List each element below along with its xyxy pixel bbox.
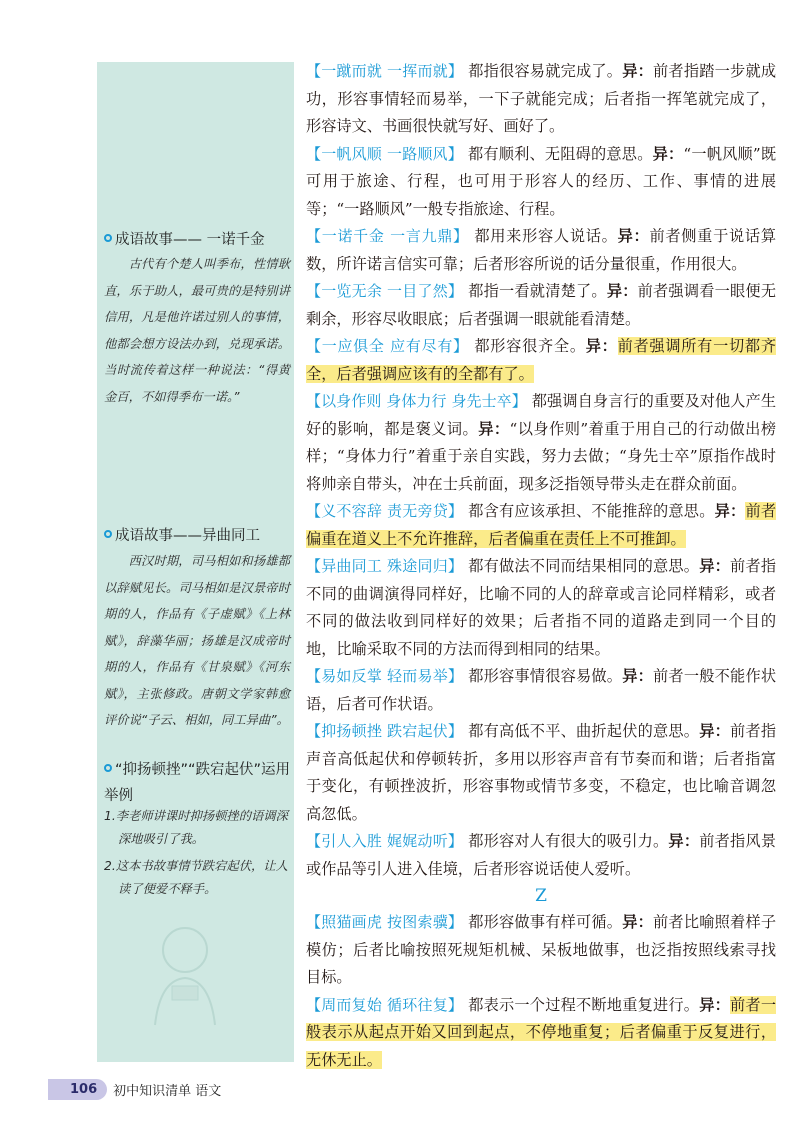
entry-term: 【周而复始 循环往复】 (306, 995, 464, 1014)
entry-term: 【照猫画虎 按图索骥】 (306, 913, 464, 931)
entry-diff-label: 异： (699, 722, 731, 740)
entry-common: 都指很容易就完成了。 (468, 62, 623, 80)
entry-term: 【一应俱全 应有尽有】 (306, 337, 469, 355)
entry (306, 498, 776, 553)
page-footer (48, 1077, 221, 1101)
usage-item: 1.李老师讲课时抑扬顿挫的语调深深地吸引了我。 (104, 809, 288, 846)
story1-heading (104, 227, 294, 253)
story1-heading-text: 成语故事—— 一诺千金 (115, 232, 265, 248)
entry-diff: “以身作则”着重于用自己的行动做出榜样；“身体力行”着重于亲自实践，努力去做；“身先士卒”原指作战时将帅亲自带头，冲在士兵前面，现多泛指领导带头走在群众前面。 (306, 419, 777, 493)
entry (306, 663, 776, 718)
story1-paragraph: 古代有个楚人叫季布，性情耿直，乐于助人，最可贵的是特别讲信用，凡是他许诺过别人的事情，他都会想方设法办到，兑现承诺。当时流传着这样一种说法：“得黄金百，不如得季布一诺。” (104, 257, 290, 404)
usage-heading (104, 757, 294, 809)
entry-diff: 前者强调看一眼便无剩余，形容尽收眼底；后者强调一眼就能看清楚。 (306, 282, 777, 328)
entry-diff: 前者指风景或作品等引人进入佳境，后者形容说话使人爱听。 (306, 832, 777, 878)
entry-common: 都形容做事有样可循。 (468, 913, 623, 931)
entry-diff: “一帆风顺”既可用于旅途、行程，也可用于形容人的经历、工作、事情的进展等；“一路顺风”一般专指旅途、行程。 (306, 144, 777, 218)
girl-illustration (140, 920, 230, 1030)
entry (306, 278, 776, 333)
entry-diff-label: 异： (699, 557, 731, 575)
entry-diff-highlight: 前者一般表示从起点开始又回到起点，不停地重复；后者偏重于反复进行，无休无止。 (306, 995, 777, 1069)
usage-list (104, 805, 290, 905)
entry-common: 都指一看就清楚了。 (468, 282, 607, 300)
entry-common: 都有高低不平、曲折起伏的意思。 (468, 722, 700, 740)
entry-diff-label: 异： (699, 995, 731, 1014)
story2-text (104, 548, 290, 734)
entry-term: 【一览无余 一目了然】 (306, 282, 464, 300)
entry-diff-label: 异： (622, 913, 654, 931)
entry-diff: 前者指踏一步就成功，形容事情轻而易举，一下子就能完成；后者指一挥笔就完成了，形容诗文、书画很快就写好、画好了。 (306, 62, 777, 135)
story2-heading-text: 成语故事——异曲同工 (115, 528, 260, 544)
entry-diff-label: 异： (617, 227, 650, 245)
entry-common: 都形容事情很容易做。 (468, 667, 623, 685)
entry-term: 【一蹴而就 一挥而就】 (306, 62, 464, 80)
entry (306, 828, 776, 883)
entry (306, 58, 776, 141)
entry-common: 都形容对人有很大的吸引力。 (468, 832, 669, 850)
entry-term: 【以身作则 身体力行 身先士卒】 (306, 392, 527, 410)
entry (306, 553, 776, 663)
entry-diff-label: 异： (585, 337, 618, 355)
entry-diff-label: 异： (606, 282, 638, 300)
bullet-icon (104, 234, 112, 242)
entry-common: 都用来形容人说话。 (474, 227, 618, 245)
entry-term: 【异曲同工 殊途同归】 (306, 557, 464, 575)
usage-heading-text: “抑扬顿挫”“跌宕起伏”运用举例 (104, 762, 291, 804)
entry (306, 388, 776, 498)
entry-term: 【一帆风顺 一路顺风】 (306, 144, 463, 163)
entry-diff: 前者指不同的曲调演得同样好，比喻不同的人的辞章或言论同样精彩，或者不同的做法收到同样好的效果；后者指不同的道路走到同一个目的地，比喻采取不同的方法而得到相同的结果。 (306, 557, 777, 658)
entry-diff-label: 异： (622, 667, 654, 685)
entry (306, 992, 776, 1075)
entry-common: 都有顺利、无阻碍的意思。 (467, 144, 653, 163)
entry (306, 333, 776, 388)
entry-diff: 前者一般不能作状语，后者可作状语。 (306, 667, 777, 713)
story2-heading (104, 523, 294, 549)
entry-common: 都强调自身言行的重要及对他人产生好的影响，都是褒义词。 (306, 392, 777, 438)
entry-diff-label: 异： (714, 502, 746, 520)
entry (306, 718, 776, 828)
entry-diff-highlight: 前者偏重在道义上不允许推辞，后者偏重在责任上不可推卸。 (306, 502, 777, 548)
entry-term: 【易如反掌 轻而易举】 (306, 667, 464, 685)
section-letter: Z (535, 886, 547, 906)
entry-diff: 前者指声音高低起伏和停顿转折，多用以形容声音有节奏而和谐；后者指富于变化，有顿挫波折，形容事物或情节多变，不稳定，也比喻音调忽高忽低。 (306, 722, 777, 823)
entry-common: 都表示一个过程不断地重复进行。 (468, 995, 700, 1014)
book-title: 初中知识清单 语文 (113, 1083, 222, 1099)
entry-common: 都形容很齐全。 (474, 337, 586, 355)
entry-diff: 前者比喻照着样子模仿；后者比喻按照死规矩机械、呆板地做事，也泛指按照线索寻找目标。 (306, 913, 777, 986)
entry-diff-label: 异： (652, 144, 684, 163)
entry (306, 141, 776, 224)
entry-term: 【抑扬顿挫 跌宕起伏】 (306, 722, 464, 740)
entry (306, 909, 776, 992)
entry-term: 【一诺千金 一言九鼎】 (306, 227, 469, 245)
entry (306, 223, 776, 278)
story1-text (104, 251, 290, 410)
entry-diff: 前者侧重于说话算数，所许诺言信实可靠；后者形容所说的话分量很重，作用很大。 (306, 227, 777, 273)
entry-diff-label: 异： (622, 62, 654, 80)
bullet-icon (104, 764, 112, 772)
entry-term: 【义不容辞 责无旁贷】 (306, 502, 464, 520)
main-column (306, 58, 776, 1074)
entry-term: 【引人入胜 娓娓动听】 (306, 832, 464, 850)
bullet-icon (104, 530, 112, 538)
entry-common: 都含有应该承担、不能推辞的意思。 (468, 502, 715, 520)
page-number: 106 (48, 1079, 107, 1100)
entry-diff-highlight: 前者强调所有一切都齐全，后者强调应该有的全都有了。 (306, 337, 777, 383)
usage-item: 2.这本书故事情节跌宕起伏，让人读了便爱不释手。 (104, 859, 288, 896)
entry-diff-label: 异： (478, 419, 510, 438)
entry-diff-label: 异： (668, 832, 700, 850)
entry-common: 都有做法不同而结果相同的意思。 (468, 557, 700, 575)
story2-paragraph: 西汉时期，司马相如和扬雄都以辞赋见长。司马相如是汉景帝时期的人，作品有《子虚赋》《上林赋》，辞藻华丽；扬雄是汉成帝时期的人，作品有《甘泉赋》《河东赋》，主张修政。唐朝文学家韩愈评价说“子云、相如，同工异曲”。 (104, 554, 290, 727)
